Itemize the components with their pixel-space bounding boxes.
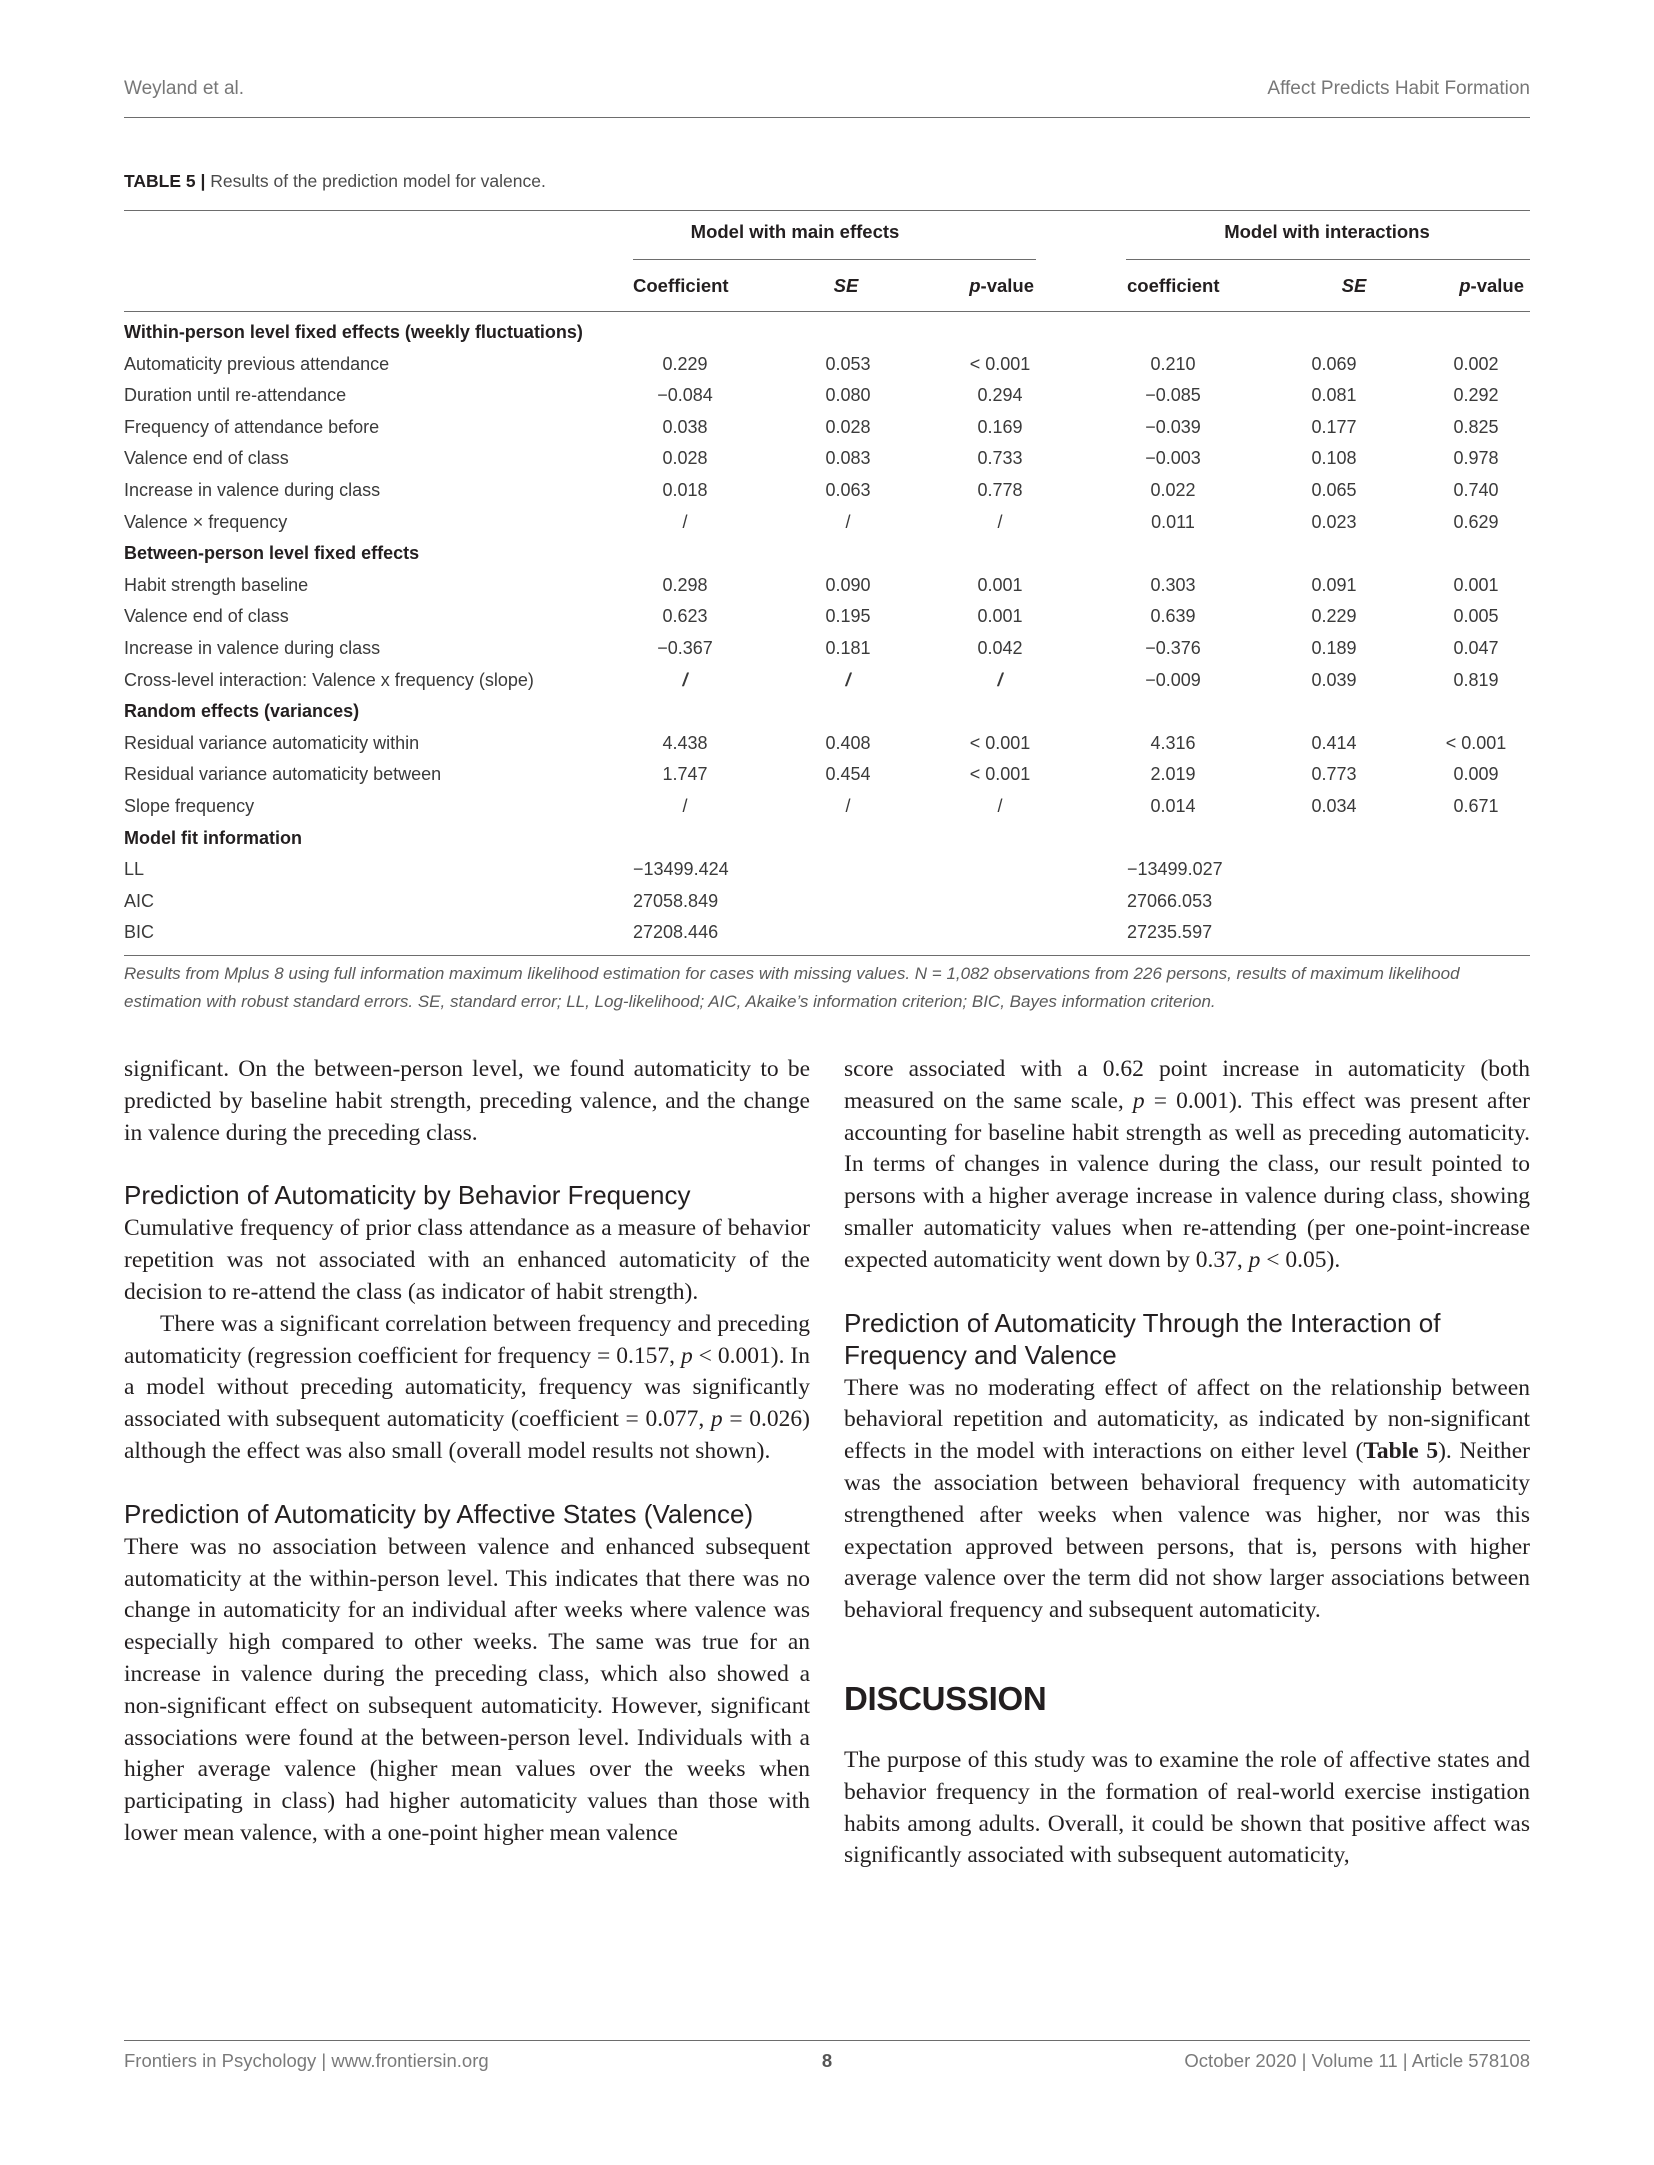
table-cell: 0.629 <box>1453 511 1499 532</box>
table-cell: 0.063 <box>825 480 871 500</box>
table-row <box>124 448 1530 478</box>
table-bottom-rule <box>124 955 1530 956</box>
table-cell: 0.773 <box>1311 764 1357 785</box>
table-cell: 0.039 <box>1311 669 1357 690</box>
table-caption-text: Results of the prediction model for valence. <box>210 171 546 191</box>
table-cell: 4.316 <box>1150 732 1196 753</box>
section-title: Model fit information <box>124 827 302 848</box>
table-cell: 0.229 <box>662 353 708 374</box>
table-row <box>124 670 1530 700</box>
section-heading-interaction: Prediction of Automaticity Through the Interaction of Frequency and Valence <box>844 1307 1441 1370</box>
table-cell: < 0.001 <box>969 764 1031 785</box>
row-label: Residual variance automaticity between <box>124 764 442 785</box>
table-cell: 0.001 <box>977 574 1023 595</box>
table-section-header <box>124 543 1530 573</box>
table-cell: 0.047 <box>1453 638 1499 658</box>
table-row <box>124 922 1530 952</box>
table-cell: 0.408 <box>825 732 871 753</box>
table-cell: 27058.849 <box>633 890 719 911</box>
table-cell: 0.978 <box>1453 448 1499 469</box>
footer-issue-info: October 2020 | Volume 11 | Article 578108 <box>1184 2050 1530 2071</box>
table-group-header-row <box>124 221 1530 251</box>
row-label: Slope frequency <box>124 796 255 816</box>
table-cell: 0.733 <box>977 448 1023 469</box>
table-row <box>124 575 1530 605</box>
table-cell: 0.028 <box>825 416 871 437</box>
running-head <box>124 78 1530 118</box>
table-row <box>124 859 1530 889</box>
row-label: Frequency of attendance before <box>124 416 380 437</box>
table-cell: −0.367 <box>657 638 713 658</box>
paragraph: score associated with a 0.62 point increase in automaticity (both measured on the same scale, p = 0.001). This effect was present after accounting for baseline habit strength as well as preceding automaticity. In terms of changes in valence during the class, our result pointed to persons with a higher average increase in valence during class, showing smaller automaticity values when re-attending (per one-point-increase expected automaticity went down by 0.37, p < 0.05). <box>844 1056 1530 1273</box>
table-cell: −0.009 <box>1145 669 1201 690</box>
table-cell: 0.169 <box>977 416 1023 437</box>
table-row <box>124 385 1530 415</box>
section-title: Within-person level fixed effects (weekly fluctuations) <box>124 322 583 342</box>
section-heading-discussion: DISCUSSION <box>844 1679 1047 1717</box>
table-label: TABLE 5 | <box>124 171 206 191</box>
table-cell: 0.195 <box>825 606 871 627</box>
table-row <box>124 638 1530 668</box>
section-heading-affective-states: Prediction of Automaticity by Affective States (Valence) <box>124 1498 754 1529</box>
table-cell: −13499.027 <box>1127 859 1223 880</box>
table-cell: 0.042 <box>977 638 1023 658</box>
table-cell: / <box>997 511 1003 532</box>
table-cell: 4.438 <box>662 732 708 753</box>
table-row <box>124 796 1530 826</box>
row-label: LL <box>124 859 145 880</box>
table-cell: 0.181 <box>825 638 871 658</box>
table-cell: 0.414 <box>1311 732 1357 753</box>
table-cell: 0.778 <box>977 480 1023 500</box>
table-cell: 0.069 <box>1311 353 1357 374</box>
row-label: Cross-level interaction: Valence x frequency (slope) <box>124 669 534 690</box>
section-heading-behavior-frequency: Prediction of Automaticity by Behavior Frequency <box>124 1180 691 1211</box>
table-cell: 0.028 <box>662 448 708 469</box>
row-label: Automaticity previous attendance <box>124 353 390 374</box>
table-footnote: Results from Mplus 8 using full information maximum likelihood estimation for cases with missing values. N = 1,082 observations from 226 persons, results of maximum likelihood estimation with robust standard errors. SE, standard error; LL, Log-likelihood; AIC, Akaike’s information criterion; BIC, Bayes information criterion. <box>124 964 1460 1011</box>
table-cell: 0.022 <box>1150 480 1196 500</box>
header-rule <box>124 117 1530 118</box>
table-cell: 0.623 <box>662 606 708 627</box>
table-cell: 0.001 <box>1453 574 1499 595</box>
paragraph: The purpose of this study was to examine the role of affective states and behavior frequency in the formation of real-world exercise instigation habits among adults. Overall, it could be shown that positive affect was significantly associated with subsequent automaticity, <box>844 1746 1530 1869</box>
table-row <box>124 764 1530 794</box>
table-cell: 27235.597 <box>1127 922 1213 943</box>
table-cell: −13499.424 <box>633 859 729 880</box>
table-cell: 0.090 <box>825 574 871 595</box>
table-cell: −0.084 <box>657 385 713 406</box>
table-section-header <box>124 828 1530 858</box>
table-cell: 0.671 <box>1453 796 1499 816</box>
table-cell: 0.639 <box>1150 606 1196 627</box>
group-header-interactions: Model with interactions <box>1224 221 1430 242</box>
table-cell: < 0.001 <box>969 732 1031 753</box>
body-column-left <box>124 1054 810 1850</box>
table-row <box>124 417 1530 447</box>
section-title: Between-person level fixed effects <box>124 543 420 564</box>
table-cell: −0.003 <box>1145 448 1201 469</box>
footer-journal-link[interactable]: Frontiers in Psychology | www.frontiersin.org <box>124 2050 489 2071</box>
row-label: Valence end of class <box>124 448 289 469</box>
row-label: Increase in valence during class <box>124 638 381 658</box>
table-cell: −0.085 <box>1145 385 1201 406</box>
table-cell: 0.294 <box>977 385 1023 406</box>
table-cell: 0.001 <box>977 606 1023 627</box>
table-section-header <box>124 322 1530 352</box>
row-label: Increase in valence during class <box>124 480 381 500</box>
col-header-pvalue-interactions: p-value <box>1459 275 1524 296</box>
table-cell: < 0.001 <box>1445 732 1507 753</box>
table-cell: −0.376 <box>1145 638 1201 658</box>
table-cell: 0.229 <box>1311 606 1357 627</box>
table-cell: 0.023 <box>1311 511 1357 532</box>
table-cell: 0.081 <box>1311 385 1357 406</box>
row-label: Valence end of class <box>124 606 289 627</box>
group-header-main-effects: Model with main effects <box>690 221 900 242</box>
running-head-title: Affect Predicts Habit Formation <box>1267 78 1530 99</box>
table-cell: 0.454 <box>825 764 871 785</box>
row-label: Habit strength baseline <box>124 574 309 595</box>
table-row <box>124 354 1530 384</box>
table-cell: 0.065 <box>1311 480 1357 500</box>
table-cell: 0.018 <box>662 480 708 500</box>
table-column-header-row <box>124 275 1530 305</box>
row-label: BIC <box>124 922 155 943</box>
body-column-right <box>844 1054 1530 1872</box>
table-cell: 0.009 <box>1453 764 1499 785</box>
table-cell: / <box>845 511 851 532</box>
table-cell: / <box>997 796 1003 816</box>
row-label: Duration until re-attendance <box>124 385 347 406</box>
running-head-authors: Weyland et al. <box>124 78 245 99</box>
table-cell: 27066.053 <box>1127 890 1213 911</box>
table-cell: 0.210 <box>1150 353 1196 374</box>
table-row <box>124 480 1530 510</box>
table-cell: 0.083 <box>825 448 871 469</box>
table-cell: / <box>682 511 688 532</box>
table-row <box>124 733 1530 763</box>
paragraph: There was no moderating effect of affect on the relationship between behavioral repetition and automaticity, as indicated by non-significant effects in the model with interactions on either level (Table 5). Neither was the association between behavioral frequency with automaticity strengthened after weeks when valence was higher, nor was this expectation approved between persons, that is, persons with higher average valence over the term did not show larger associations between behavioral frequency and subsequent automaticity. <box>844 1374 1530 1624</box>
table-cell: / <box>682 796 688 816</box>
group-rule-main <box>633 259 1036 260</box>
paragraph: significant. On the between-person level, we found automaticity to be predicted by baseline habit strength, preceding valence, and the change in valence during the preceding class. <box>124 1056 810 1146</box>
table-cell: 0.002 <box>1453 353 1499 374</box>
paragraph: Cumulative frequency of prior class attendance as a measure of behavior repetition was not associated with an enhanced automaticity of the decision to re-attend the class (as indicator of habit strength). <box>124 1215 810 1305</box>
group-rule-interactions <box>1126 259 1530 260</box>
table-cell: 0.038 <box>662 416 708 437</box>
table-row <box>124 606 1530 636</box>
table-cell: 0.292 <box>1453 385 1499 406</box>
table-cell: 0.303 <box>1150 574 1196 595</box>
table-row <box>124 891 1530 921</box>
paragraph: There was a significant correlation between frequency and preceding automaticity (regression coefficient for frequency = 0.157, p < 0.001). In a model without preceding automaticity, frequency was significantly associated with subsequent automaticity (coefficient = 0.077, p = 0.026) although the effect was also small (overall model results not shown). <box>124 1310 810 1464</box>
footer-rule <box>124 2040 1530 2041</box>
table-cell: 0.091 <box>1311 574 1357 595</box>
row-label: AIC <box>124 890 155 911</box>
table-cell: −0.039 <box>1145 416 1201 437</box>
table-cell: 0.053 <box>825 353 871 374</box>
column-header-rule <box>124 311 1530 312</box>
table-cell: 0.005 <box>1453 606 1499 627</box>
row-label: Residual variance automaticity within <box>124 732 420 753</box>
page-footer <box>124 2050 1530 2080</box>
table-cell: 0.189 <box>1311 638 1357 658</box>
table-cell: / <box>682 669 688 690</box>
table-cell: 0.740 <box>1453 480 1499 500</box>
col-header-se-interactions: SE <box>1341 275 1367 296</box>
section-title: Random effects (variances) <box>124 701 360 722</box>
table-cell: 0.011 <box>1151 511 1195 532</box>
row-label: Valence × frequency <box>124 511 288 532</box>
table-cell: / <box>997 669 1003 690</box>
table-cell: 27208.446 <box>633 922 719 943</box>
col-header-coefficient-interactions: coefficient <box>1127 275 1220 296</box>
table-cell: / <box>845 796 851 816</box>
col-header-coefficient-main: Coefficient <box>633 275 729 296</box>
table-cell: 0.298 <box>662 574 708 595</box>
table-cell: < 0.001 <box>969 353 1031 374</box>
table-row <box>124 512 1530 542</box>
table-cell: 0.108 <box>1311 448 1357 469</box>
table-cell: 1.747 <box>662 764 708 785</box>
table-top-rule <box>124 210 1530 211</box>
table-reference-link[interactable]: Table 5 <box>1363 1438 1439 1465</box>
table-caption <box>124 171 546 192</box>
table-cell: 0.825 <box>1453 416 1499 437</box>
col-header-pvalue-main: p-value <box>969 275 1034 296</box>
table-cell: 0.034 <box>1311 796 1357 816</box>
paragraph: There was no association between valence and enhanced subsequent automaticity at the within-person level. This indicates that there was no change in automaticity for an individual after weeks where valence was especially high compared to other weeks. The same was true for an increase in valence during the preceding class, which also showed a non-significant effect on subsequent automaticity. However, significant associations were found at the between-person level. Individuals with a higher average valence (higher mean values over the weeks when participating in class) had higher automaticity values than those with lower mean valence, with a one-point higher mean valence <box>124 1533 810 1846</box>
table-cell: / <box>845 669 851 690</box>
table-section-header <box>124 701 1530 731</box>
table-cell: 0.819 <box>1453 669 1499 690</box>
page-number: 8 <box>821 2050 833 2071</box>
col-header-se-main: SE <box>833 275 859 296</box>
table-cell: 0.080 <box>825 385 871 406</box>
table-cell: 2.019 <box>1150 764 1196 785</box>
table-cell: 0.014 <box>1150 796 1196 816</box>
table-cell: 0.177 <box>1311 416 1357 437</box>
